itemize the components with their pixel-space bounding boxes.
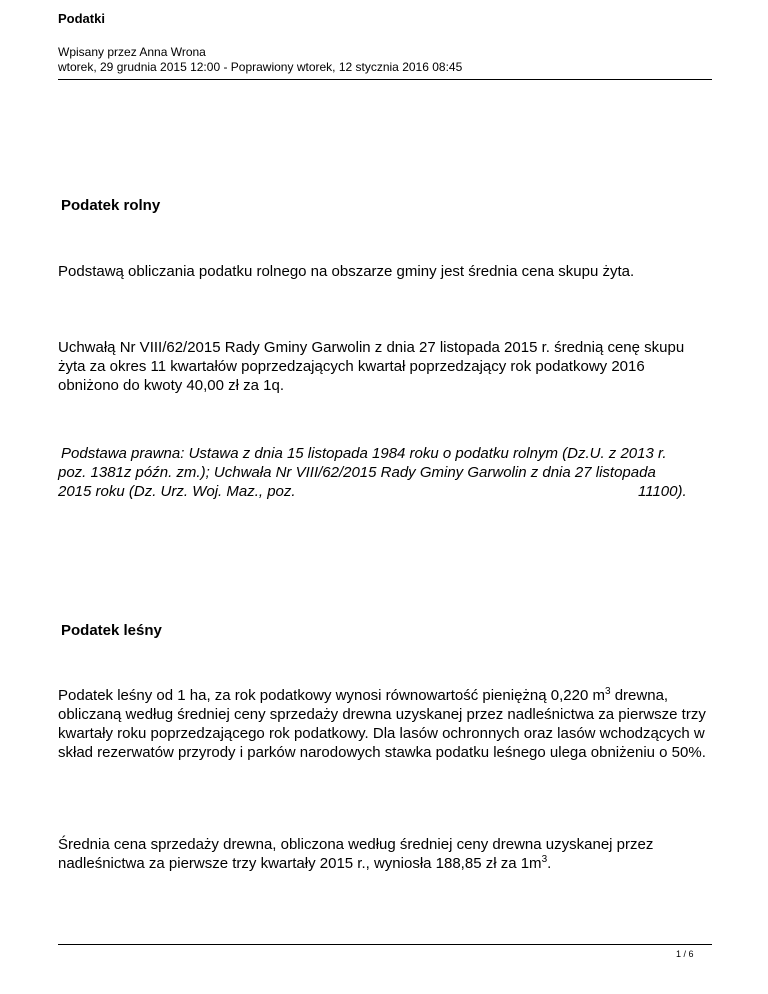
- heading-podatek-lesny: Podatek leśny: [61, 622, 162, 639]
- page-number: 1 / 6: [676, 949, 694, 959]
- cubic-superscript: 3: [604, 686, 611, 697]
- header-divider: [58, 79, 712, 80]
- author-line: Wpisany przez Anna Wrona: [58, 45, 206, 59]
- legal-line-2: poz. 1381z późn. zm.); Uchwała Nr VIII/62/2015 Rady Gminy Garwolin z dnia 27 listopada: [58, 464, 656, 481]
- lesny-price-end: .: [547, 855, 552, 872]
- paragraph-rolny-resolution: Uchwałą Nr VIII/62/2015 Rady Gminy Garwolin z dnia 27 listopada 2015 r. średnią cenę skupu żyta za okres 11 kwartałów poprzedzających kwartał poprzedzający rok podatkowy 2016 obniżono do kwoty 40,00 zł za 1q.: [58, 339, 685, 394]
- cubic-superscript-2: 3: [541, 854, 548, 865]
- lesny-rate-text-cont: drewna, obliczaną według średniej ceny sprzedaży drewna uzyskanej przez nadleśnictwa za pierwsze trzy kwartały roku poprzedzającego rok podatkowy. Dla lasów ochronnych oraz lasów wchodzących w skład rezerwatów przyrody i parków narodowych stawka podatku leśnego ulega obniżeniu o 50%.: [58, 687, 706, 761]
- lesny-rate-text: Podatek leśny od 1 ha, za rok podatkowy wynosi równowartość pieniężną 0,220 m: [58, 687, 605, 704]
- legal-line-1: Podstawa prawna: Ustawa z dnia 15 listopada 1984 roku o podatku rolnym (Dz.U. z 2013 r.: [61, 445, 667, 462]
- paragraph-lesny-rate: [58, 686, 718, 762]
- paragraph-rolny-legal-basis: [58, 444, 710, 501]
- heading-podatek-rolny: Podatek rolny: [61, 197, 161, 214]
- lesny-price-text: Średnia cena sprzedaży drewna, obliczona według średniej ceny drewna uzyskanej przez nadleśnictwa za pierwsze trzy kwartały 2015 r., wyniosła 188,85 zł za 1m: [58, 836, 654, 872]
- document-title: Podatki: [58, 11, 105, 26]
- footer-divider: [58, 944, 712, 945]
- legal-line-3-text: 2015 roku (Dz. Urz. Woj. Maz., poz.: [58, 483, 296, 500]
- legal-line-3-number: 11100).: [638, 483, 687, 500]
- paragraph-rolny-basis: Podstawą obliczania podatku rolnego na obszarze gminy jest średnia cena skupu żyta.: [58, 263, 635, 280]
- dates-line: wtorek, 29 grudnia 2015 12:00 - Poprawiony wtorek, 12 stycznia 2016 08:45: [58, 60, 463, 74]
- paragraph-lesny-price: [58, 835, 698, 873]
- legal-line-3: [58, 482, 710, 501]
